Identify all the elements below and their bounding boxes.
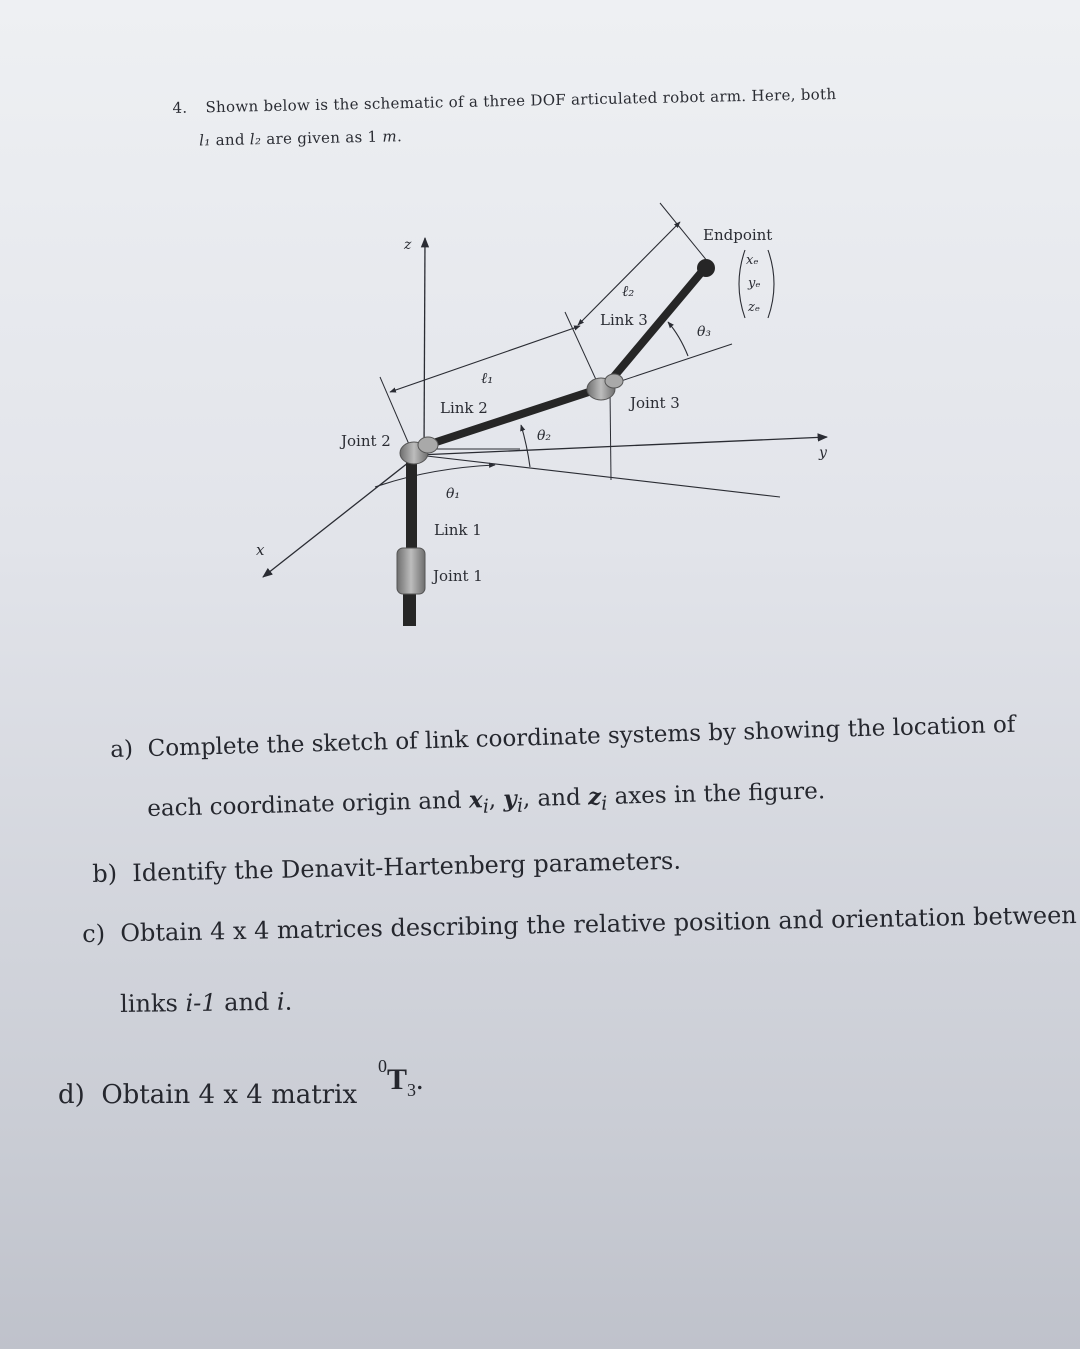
period: .: [396, 127, 403, 146]
link3-label: Link 3: [600, 311, 648, 329]
sub-i: i: [600, 791, 608, 815]
y-symbol: y: [503, 785, 518, 813]
period: .: [416, 1063, 424, 1096]
part-a-line2: [147, 777, 826, 826]
link2: [415, 387, 604, 449]
part-c-line1: [82, 901, 1077, 948]
part-a-text: Complete the sketch of link coordinate systems by showing the location of: [147, 711, 1016, 762]
theta3-arc: [668, 322, 688, 356]
axes-text: axes in the figure.: [606, 778, 826, 810]
part-b-text: Identify the Denavit-Hartenberg parameters.: [131, 846, 682, 888]
comma: ,: [488, 786, 504, 814]
matrix-superscript: 0: [378, 1056, 387, 1076]
ze-label: zₑ: [748, 300, 760, 315]
question-text-line2: [199, 127, 402, 149]
question-text-line1: Shown below is the schematic of a three DOF articulated robot arm. Here, both: [205, 85, 837, 117]
part-d: [58, 1080, 357, 1110]
transform-matrix-symbol: [378, 1056, 424, 1101]
l2-dimension-line: [578, 222, 680, 325]
question-number: 4.: [172, 98, 188, 117]
theta2-arc: [521, 425, 530, 467]
l2-extension-right: [660, 203, 708, 262]
matrix-T: T: [387, 1063, 408, 1096]
joint3-label: Joint 3: [630, 394, 680, 412]
l1-extension-right: [565, 312, 598, 384]
unit-m: m: [382, 127, 398, 146]
and-text: , and: [522, 784, 589, 813]
part-a-line1: [110, 712, 1016, 763]
joint2-label: Joint 2: [341, 432, 391, 450]
theta1-arc: [375, 465, 495, 487]
and-word: and: [216, 987, 278, 1017]
part-d-label: d): [58, 1080, 85, 1110]
part-a-text2: each coordinate origin and: [147, 787, 470, 822]
joint2: [400, 437, 438, 464]
theta1-label: θ₁: [446, 486, 461, 502]
x-axis-label: x: [256, 541, 265, 559]
part-c-line2: [120, 988, 292, 1018]
part-d-text: Obtain 4 x 4 matrix: [101, 1080, 358, 1110]
z-axis-label: z: [404, 237, 412, 253]
given-as-text: are given as 1: [261, 127, 383, 149]
vector-right-bracket: [768, 250, 774, 318]
l1-symbol: l₁: [198, 131, 211, 150]
robot-arm-schematic: [0, 190, 1080, 640]
theta3-label: θ₃: [697, 324, 712, 340]
theta2-label: θ₂: [537, 428, 552, 444]
endpoint-label: Endpoint: [703, 226, 773, 244]
z-axis: [424, 238, 425, 455]
i-minus-1: i-1: [185, 988, 217, 1018]
z-symbol: z: [587, 783, 602, 811]
x-symbol: x: [468, 786, 483, 814]
joint1: [397, 548, 425, 594]
joint3: [587, 374, 623, 400]
base-post: [403, 590, 416, 626]
x-axis: [263, 455, 418, 577]
joint1-label: Joint 1: [433, 567, 483, 585]
ye-label: yₑ: [748, 276, 761, 291]
matrix-subscript: 3: [407, 1080, 417, 1100]
sub-i: i: [516, 793, 524, 817]
vertical-drop-line: [610, 390, 611, 480]
part-c-text: Obtain 4 x 4 matrices describing the relative position and orientation between: [120, 900, 1077, 948]
sub-i: i: [482, 794, 490, 818]
i-symbol: i: [276, 987, 285, 1016]
l2-label: ℓ₂: [622, 282, 635, 300]
xe-label: xₑ: [746, 253, 759, 268]
projection-line-1: [418, 455, 780, 497]
link1-label: Link 1: [434, 521, 482, 539]
y-axis: [418, 437, 827, 455]
part-b-label: b): [92, 859, 118, 888]
vector-left-bracket: [739, 250, 745, 318]
l2-symbol: l₂: [249, 130, 262, 149]
link2-label: Link 2: [440, 399, 488, 417]
part-a-label: a): [110, 736, 134, 763]
question-header: [172, 69, 932, 150]
part-b: [92, 847, 681, 888]
y-axis-label: y: [819, 445, 827, 461]
link1: [406, 455, 417, 555]
and-word: and: [210, 130, 251, 150]
l1-label: ℓ₁: [481, 369, 494, 387]
period: .: [284, 987, 293, 1016]
links-word: links: [120, 989, 186, 1018]
part-c-label: c): [82, 919, 106, 948]
endpoint-marker: [697, 259, 715, 277]
